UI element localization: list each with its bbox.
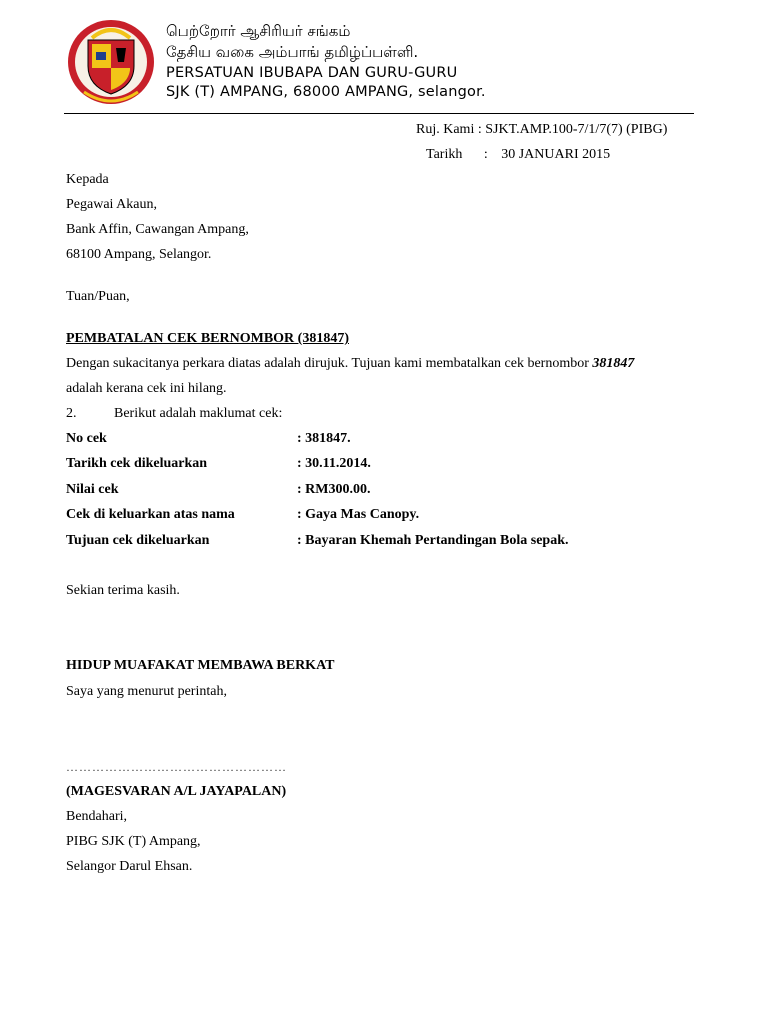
paragraph-2-text: Berikut adalah maklumat cek: [114,406,283,421]
date-value: 30 JANUARI 2015 [501,147,611,162]
letter-subject: PEMBATALAN CEK BERNOMBOR (381847) [66,331,349,346]
signatory-org: PIBG SJK (T) Ampang, [66,834,201,849]
school-crest-icon [66,18,156,106]
org-name: PERSATUAN IBUBAPA DAN GURU-GURU [166,65,458,81]
signatory-name: (MAGESVARAN A/L JAYAPALAN) [66,784,287,799]
closing-thanks: Sekian terima kasih. [66,583,180,598]
signature-line: …………………………………………… [66,760,287,774]
detail-label: Tujuan cek dikeluarkan [66,533,210,548]
cheque-number-emphasis: 381847 [592,356,635,371]
detail-value: : Gaya Mas Canopy. [297,507,420,522]
tamil-association-name: பெற்றோர் ஆசிரியர் சங்கம் [166,22,351,40]
detail-label: Tarikh cek dikeluarkan [66,456,208,471]
date-separator: : [483,147,488,162]
detail-value: : 30.11.2014. [297,456,371,471]
detail-value: : 381847. [297,431,351,446]
header-divider [64,113,694,114]
recipient-kepada: Kepada [66,172,109,187]
paragraph-1-continued: adalah kerana cek ini hilang. [66,381,227,396]
reference-number: Ruj. Kami : SJKT.AMP.100-7/1/7(7) (PIBG) [416,122,668,137]
tamil-school-name: தேசிய வகை அம்பாங் தமிழ்ப்பள்ளி. [166,43,419,61]
signatory-place: Selangor Darul Ehsan. [66,859,193,874]
closing-obey: Saya yang menurut perintah, [66,684,227,699]
recipient-line-3: 68100 Ampang, Selangor. [66,247,212,262]
detail-value: : RM300.00. [297,482,371,497]
recipient-line-2: Bank Affin, Cawangan Ampang, [66,222,249,237]
recipient-line-1: Pegawai Akaun, [66,197,157,212]
paragraph-2-number: 2. [66,406,77,421]
paragraph-1-text: Dengan sukacitanya perkara diatas adalah dirujuk. Tujuan kami membatalkan cek bernombor [66,356,589,371]
paragraph-2 [66,406,282,422]
signatory-title: Bendahari, [66,809,128,824]
salutation: Tuan/Puan, [66,289,130,304]
paragraph-1 [66,356,634,372]
letter-date [426,147,610,163]
detail-value: : Bayaran Khemah Pertandingan Bola sepak. [297,533,569,548]
closing-motto: HIDUP MUAFAKAT MEMBAWA BERKAT [66,658,335,673]
school-address: SJK (T) AMPANG, 68000 AMPANG, selangor. [166,84,486,100]
detail-label: No cek [66,431,107,446]
date-label: Tarikh [426,147,463,162]
detail-label: Cek di keluarkan atas nama [66,507,235,522]
detail-label: Nilai cek [66,482,119,497]
